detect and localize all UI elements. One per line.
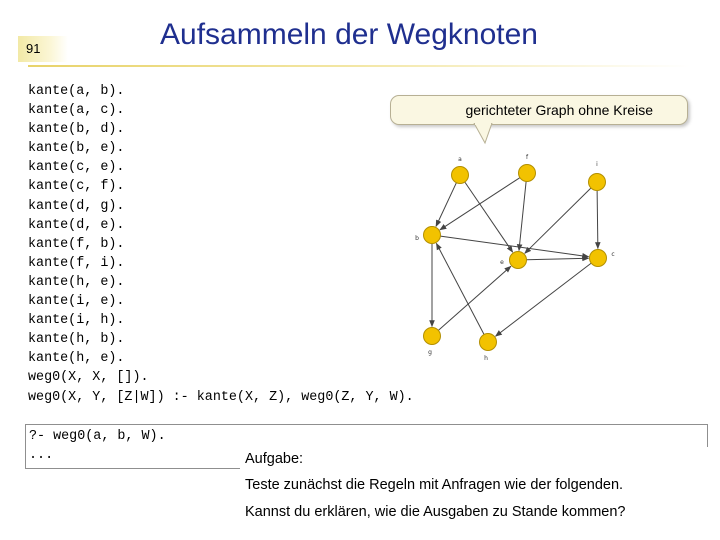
slide-number-text: 91 bbox=[26, 41, 41, 56]
callout-tail bbox=[470, 123, 510, 147]
graph-node-label-f: f bbox=[525, 154, 529, 161]
prolog-code-block bbox=[28, 82, 414, 407]
code-line: kante(i, h). bbox=[28, 313, 125, 329]
code-line: kante(h, e). bbox=[28, 351, 125, 367]
graph-node-label-b: b bbox=[415, 235, 419, 242]
graph-edge-i-e bbox=[525, 188, 591, 253]
task-line-1: Teste zunächst die Regeln mit Anfragen wie der folgenden. bbox=[245, 477, 624, 493]
graph-edge-c-h bbox=[496, 263, 592, 336]
code-line: weg0(X, X, []). bbox=[28, 370, 149, 386]
graph-edge-a-e bbox=[465, 182, 513, 252]
graph-node-g bbox=[424, 328, 441, 345]
code-line: kante(d, g). bbox=[28, 198, 125, 214]
code-line: weg0(X, Y, [Z|W]) :- kante(X, Z), weg0(Z, Y, W). bbox=[28, 389, 414, 405]
code-line: kante(d, e). bbox=[28, 217, 125, 233]
graph-edge-g-e bbox=[438, 266, 511, 330]
graph-edge-f-b bbox=[440, 178, 520, 230]
code-line: kante(c, e). bbox=[28, 160, 125, 176]
slide-number bbox=[18, 36, 68, 62]
callout-bubble bbox=[390, 95, 688, 125]
graph-node-label-h: h bbox=[484, 355, 488, 362]
graph-node-a bbox=[452, 167, 469, 184]
graph-edge-f-e bbox=[519, 181, 526, 250]
query-line: ?- weg0(a, b, W). bbox=[29, 429, 166, 444]
graph-edge-e-c bbox=[526, 258, 588, 260]
graph-node-h bbox=[480, 334, 497, 351]
code-line: kante(a, b). bbox=[28, 84, 125, 99]
query-code bbox=[29, 427, 166, 465]
graph-edge-h-b bbox=[436, 243, 484, 334]
graph-node-e bbox=[510, 252, 527, 269]
graph-node-label-g: g bbox=[428, 349, 432, 356]
task-box bbox=[240, 447, 710, 540]
code-line: kante(h, b). bbox=[28, 332, 125, 348]
title-underline bbox=[28, 65, 690, 67]
query-line: ... bbox=[29, 448, 54, 464]
graph-node-i bbox=[589, 174, 606, 191]
graph-node-f bbox=[519, 165, 536, 182]
code-line: kante(h, e). bbox=[28, 274, 125, 290]
graph-node-label-i: i bbox=[596, 161, 598, 168]
code-line: kante(c, f). bbox=[28, 179, 125, 195]
graph-node-c bbox=[590, 250, 607, 267]
code-line: kante(b, d). bbox=[28, 122, 125, 138]
graph-edge-a-b bbox=[436, 183, 456, 227]
graph-node-label-c: c bbox=[611, 251, 615, 258]
graph-edge-i-c bbox=[597, 190, 598, 248]
code-line: kante(b, e). bbox=[28, 141, 125, 157]
code-line: kante(f, b). bbox=[28, 236, 125, 252]
code-line: kante(a, c). bbox=[28, 103, 125, 119]
task-line-2: Kannst du erklären, wie die Ausgaben zu Stande kommen? bbox=[245, 504, 626, 520]
graph-node-b bbox=[424, 227, 441, 244]
task-heading: Aufgabe: bbox=[245, 451, 304, 467]
directed-graph bbox=[410, 150, 620, 390]
graph-node-label-e: e bbox=[500, 259, 504, 266]
graph-node-label-a: a bbox=[458, 156, 462, 163]
slide-title: Aufsammeln der Wegknoten bbox=[160, 18, 538, 51]
code-line: kante(f, i). bbox=[28, 255, 125, 271]
code-line: kante(i, e). bbox=[28, 294, 125, 310]
callout-text: gerichteter Graph ohne Kreise bbox=[465, 102, 653, 118]
